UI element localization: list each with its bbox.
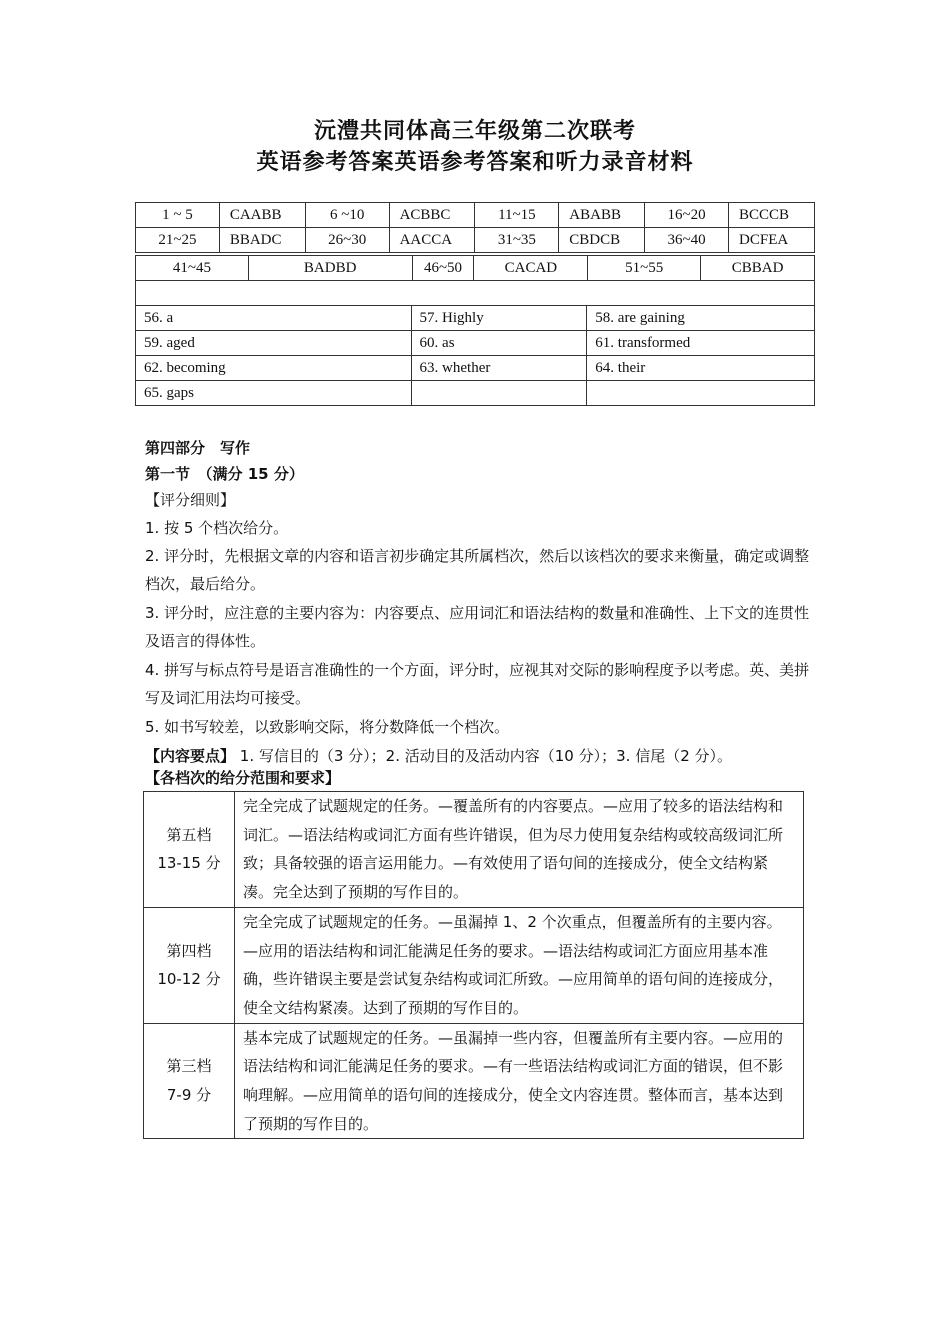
answer-key: ABABB <box>559 203 645 228</box>
bands-heading: 【各档次的给分范围和要求】 <box>145 769 341 787</box>
table-row <box>136 203 815 228</box>
band-range: 7-9 分 <box>166 1086 212 1105</box>
table-row <box>144 907 804 1023</box>
answer-key: BADBD <box>248 256 412 281</box>
fill-answer: 58. are gaining <box>587 306 815 331</box>
answer-range: 41~45 <box>136 256 249 281</box>
answer-key: AACCA <box>389 228 475 253</box>
answer-range: 16~20 <box>645 203 729 228</box>
fill-answer <box>587 381 815 406</box>
table-row <box>136 381 815 406</box>
band-level: 第四档 <box>166 941 212 960</box>
band-level-cell <box>144 907 235 1023</box>
table-row <box>136 256 815 281</box>
answer-key: CBDCB <box>559 228 645 253</box>
answer-key: ACBBC <box>389 203 475 228</box>
page-title: 沅澧共同体高三年级第二次联考 <box>313 118 636 144</box>
fill-answer: 65. gaps <box>136 381 412 406</box>
rules-heading: 【评分细则】 <box>145 491 236 509</box>
table-row <box>136 356 815 381</box>
fill-answer <box>411 381 587 406</box>
fill-answer: 64. their <box>587 356 815 381</box>
answer-table-cloze <box>135 255 815 281</box>
band-level-cell <box>144 792 235 908</box>
fill-answer: 61. transformed <box>587 331 815 356</box>
table-row <box>136 228 815 253</box>
answer-range: 21~25 <box>136 228 220 253</box>
answer-range: 46~50 <box>412 256 474 281</box>
table-row <box>136 281 815 306</box>
answer-key: CACAD <box>474 256 588 281</box>
rule-1: 1. 按 5 个档次给分。 <box>145 519 289 537</box>
band-level: 第五档 <box>166 825 212 844</box>
answer-table-choice <box>135 202 815 253</box>
rule-3: 3. 评分时，应注意的主要内容为：内容要点、应用词汇和语法结构的数量和准确性、上下文的连贯性及语言的得体性。 <box>145 604 810 650</box>
band-description: 完全完成了试题规定的任务。—虽漏掉 1、2 个次重点，但覆盖所有的主要内容。—应用的语法结构和词汇能满足任务的要求。—语法结构或词汇方面应用基本准确，些许错误主要是尝试复杂结构或词汇所致。—应用简单的语句间的连接成分，使全文结构紧凑。达到了预期的写作目的。 <box>235 907 804 1023</box>
section-heading: 第一节 （满分 15 分） <box>145 465 304 483</box>
rule-4: 4. 拼写与标点符号是语言准确性的一个方面，评分时，应视其对交际的影响程度予以考虑。英、美拼写及词汇用法均可接受。 <box>145 661 810 707</box>
answer-range: 51~55 <box>588 256 701 281</box>
rule-2: 2. 评分时，先根据文章的内容和语言初步确定其所属档次，然后以该档次的要求来衡量，确定或调整档次，最后给分。 <box>145 547 810 593</box>
table-row <box>136 331 815 356</box>
band-description: 完全完成了试题规定的任务。—覆盖所有的内容要点。—应用了较多的语法结构和词汇。—语法结构或词汇方面有些许错误，但为尽力使用复杂结构或较高级词汇所致；具备较强的语言运用能力。—有效使用了语句间的连接成分，使全文结构紧凑。完全达到了预期的写作目的。 <box>235 792 804 908</box>
content-points-label: 【内容要点】 <box>145 747 236 765</box>
band-description: 基本完成了试题规定的任务。—虽漏掉一些内容，但覆盖所有主要内容。—应用的语法结构和词汇能满足任务的要求。—有一些语法结构或词汇方面的错误，但不影响理解。—应用简单的语句间的连接成分，使全文内容连贯。整体而言，基本达到了预期的写作目的。 <box>235 1023 804 1139</box>
answer-range: 31~35 <box>475 228 559 253</box>
fill-answer: 59. aged <box>136 331 412 356</box>
table-row <box>136 306 815 331</box>
fill-answer: 60. as <box>411 331 587 356</box>
content-points-text: 1. 写信目的（3 分）；2. 活动目的及活动内容（10 分）；3. 信尾（2 分）。 <box>235 747 733 765</box>
answer-key: BBADC <box>219 228 305 253</box>
part-heading: 第四部分 写作 <box>145 439 251 457</box>
band-level-cell <box>144 1023 235 1139</box>
answer-range: 1 ~ 5 <box>136 203 220 228</box>
answer-range: 6 ~10 <box>305 203 389 228</box>
answer-key: BCCCB <box>729 203 815 228</box>
answer-key: DCFEA <box>729 228 815 253</box>
answer-range: 36~40 <box>645 228 729 253</box>
fill-answer: 62. becoming <box>136 356 412 381</box>
answer-key: CBBAD <box>701 256 815 281</box>
answer-range: 26~30 <box>305 228 389 253</box>
answer-range: 11~15 <box>475 203 559 228</box>
answer-table-fill <box>135 280 815 406</box>
content-points <box>145 746 732 766</box>
rule-5: 5. 如书写较差，以致影响交际，将分数降低一个档次。 <box>145 718 510 736</box>
page-subtitle: 英语参考答案英语参考答案和听力录音材料 <box>256 149 694 175</box>
band-level: 第三档 <box>166 1057 212 1076</box>
grading-bands-table <box>143 791 804 1139</box>
band-range: 10-12 分 <box>157 970 221 989</box>
table-row <box>144 1023 804 1139</box>
fill-answer: 57. Highly <box>411 306 587 331</box>
fill-answer: 63. whether <box>411 356 587 381</box>
blank-row <box>136 281 815 306</box>
band-range: 13-15 分 <box>157 854 221 873</box>
answer-key: CAABB <box>219 203 305 228</box>
fill-answer: 56. a <box>136 306 412 331</box>
table-row <box>144 792 804 908</box>
